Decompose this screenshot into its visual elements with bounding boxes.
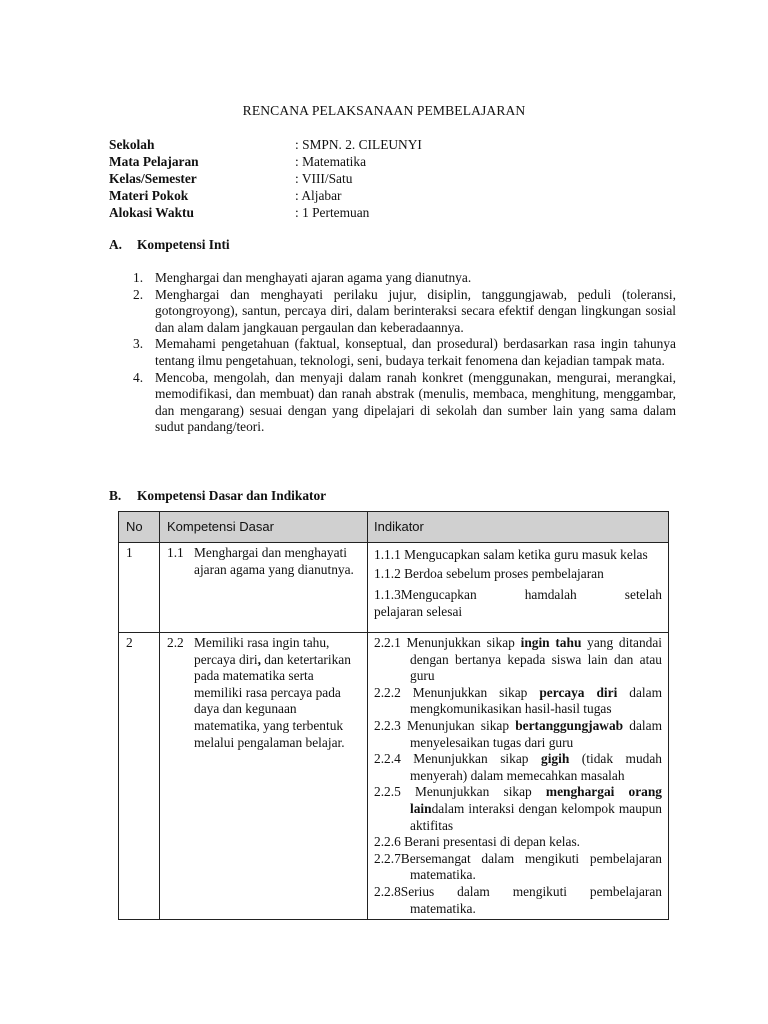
indikator-cell (368, 633, 669, 920)
list-item (133, 287, 676, 337)
list-text: Memahami pengetahuan (faktual, konseptual, dan prosedural) berdasarkan rasa ingin tahunya tentang ilmu pengetahuan, teknologi, seni, budaya terkait fenomena dan kejadian tampak mata. (155, 336, 676, 368)
row-number (119, 543, 160, 633)
info-row-topic (109, 188, 669, 205)
section-heading-kompetensi-dasar (109, 488, 326, 505)
header-no: No (119, 512, 160, 543)
indicator-emphasis: percaya diri (539, 684, 618, 700)
indicator-text: yang ditandai dengan bertanya kepada siswa lain dan atau guru (410, 635, 663, 684)
indikator-cell (368, 543, 669, 633)
info-label: Sekolah (109, 137, 155, 152)
info-value: : SMPN. 2. CILEUNYI (295, 137, 422, 152)
list-item (133, 370, 676, 436)
indicator-text: 2.2.4 Menunjukkan sikap (374, 751, 541, 767)
indicator-text: (tidak mudah menyerah) dalam memecahkan masalah (410, 751, 662, 783)
list-text: Mencoba, mengolah, dan menyaji dalam ranah konkret (menggunakan, mengurai, merangkai, memodifikasi, dan membuat) dan ranah abstrak (menulis, membaca, menghitung, menggambar, dan mengarang) sesuai dengan yang dipelajari di sekolah dan sumber lain yang sama dalam sudut pandang/teori. (155, 369, 676, 435)
kd-cell (160, 543, 368, 633)
info-value: : 1 Pertemuan (295, 205, 370, 220)
list-item (133, 270, 676, 287)
indicator-item: 2.2.7Bersemangat dalam mengikuti pembelajaran matematika. (374, 850, 662, 883)
indicator-text: 2.2.1 Menunjukkan sikap (374, 635, 521, 650)
info-row-class (109, 171, 669, 188)
kd-text-part: , (257, 651, 261, 667)
indicator-item: 2.2.8Serius dalam mengikuti pembelajaran matematika. (374, 883, 662, 916)
list-number: 4. (133, 369, 144, 385)
kd-entry (167, 635, 361, 751)
identity-block (109, 137, 669, 222)
kd-text-part: dan ketertarikan pada matematika serta memiliki rasa percaya pada daya dan kegunaan matematika, yang terbentuk melalui pengalaman belajar. (194, 651, 351, 750)
indicator-item (374, 635, 662, 685)
section-letter: B. (109, 488, 122, 503)
info-label: Materi Pokok (109, 188, 189, 203)
list-number: 1. (133, 270, 144, 285)
list-number: 2. (133, 286, 144, 302)
row-number-text: 1 (126, 545, 133, 560)
indicator-item: 1.1.2 Berdoa sebelum proses pembelajaran (374, 565, 604, 581)
indicator-text: 2.2.3 Menunjukan sikap (374, 717, 516, 733)
indicator-item (374, 685, 662, 718)
info-row-school (109, 137, 669, 154)
indicator-text: hamdalah (524, 587, 577, 603)
section-heading-kompetensi-inti (109, 237, 230, 254)
indicator-text: dalam mengkomunikasikan hasil-hasil tugas (410, 684, 662, 717)
header-kompetensi-dasar: Kompetensi Dasar (160, 512, 368, 543)
info-value: : Matematika (295, 154, 367, 169)
indicator-item (374, 718, 662, 751)
kd-cell (160, 633, 368, 920)
table-row (119, 543, 669, 633)
indicator-emphasis: bertanggungjawab (515, 717, 624, 733)
section-title: Kompetensi Inti (137, 237, 230, 252)
list-number: 3. (133, 336, 144, 352)
indicator-emphasis: menghargai orang lain (410, 784, 662, 816)
kd-number: 1.1 (167, 545, 184, 560)
kd-text: Menghargai dan menghayati ajaran agama yang dianutnya. (194, 545, 354, 577)
document-title: RENCANA PELAKSANAAN PEMBELAJARAN (242, 103, 526, 118)
row-number (119, 633, 160, 920)
info-label: Alokasi Waktu (109, 205, 194, 220)
header-indikator: Indikator (368, 512, 669, 543)
table-header-row (119, 512, 669, 543)
indicator-text: 2.2.2 Menunjukkan sikap (374, 684, 540, 700)
row-number-text: 2 (126, 635, 133, 650)
list-item (133, 336, 676, 369)
indicator-text: dalam interaksi dengan kelompok maupun aktifitas (410, 800, 662, 833)
info-label: Kelas/Semester (109, 171, 197, 186)
indicator-text: 2.2.5 Menunjukkan sikap (374, 784, 546, 800)
section-title: Kompetensi Dasar dan Indikator (137, 488, 327, 503)
kd-number: 2.2 (167, 635, 184, 650)
indicator-item-cont: pelajaran selesai (374, 603, 463, 619)
indicator-text: dalam menyelesaikan tugas dari guru (410, 717, 662, 750)
table-row (119, 633, 669, 920)
kompetensi-dasar-table (118, 511, 669, 920)
kd-entry (167, 545, 361, 578)
indicator-item: 2.2.6 Berani presentasi di depan kelas. (374, 834, 581, 850)
kd-text-part: Memiliki rasa ingin tahu, percaya diri (194, 635, 330, 667)
indicator-item: 1.1.1 Mengucapkan salam ketika guru masuk kelas (374, 547, 648, 562)
indicator-item (374, 751, 662, 784)
info-row-time (109, 205, 669, 222)
kd-text (194, 635, 361, 751)
list-text: Menghargai dan menghayati ajaran agama yang dianutnya. (155, 270, 472, 285)
info-label: Mata Pelajaran (109, 154, 199, 169)
list-text: Menghargai dan menghayati perilaku jujur, disiplin, tanggungjawab, peduli (toleransi, gotongroyong), santun, percaya diri, dalam berinteraksi secara efektif dengan lingkungan sosial dan alam dalam jangkauan pergaulan dan keberadaannya. (155, 286, 676, 335)
indicator-text: setelah (624, 587, 662, 603)
indicator-emphasis: ingin tahu (520, 635, 582, 650)
info-value: : VIII/Satu (295, 171, 353, 186)
kompetensi-inti-list (133, 270, 676, 436)
indicator-text: 1.1.3Mengucapkan (374, 587, 477, 603)
info-value: : Aljabar (295, 188, 342, 203)
indicator-item (374, 784, 662, 834)
section-letter: A. (109, 237, 123, 252)
info-row-subject (109, 154, 669, 171)
indicator-emphasis: gigih (541, 751, 570, 767)
indicator-item (374, 587, 662, 604)
